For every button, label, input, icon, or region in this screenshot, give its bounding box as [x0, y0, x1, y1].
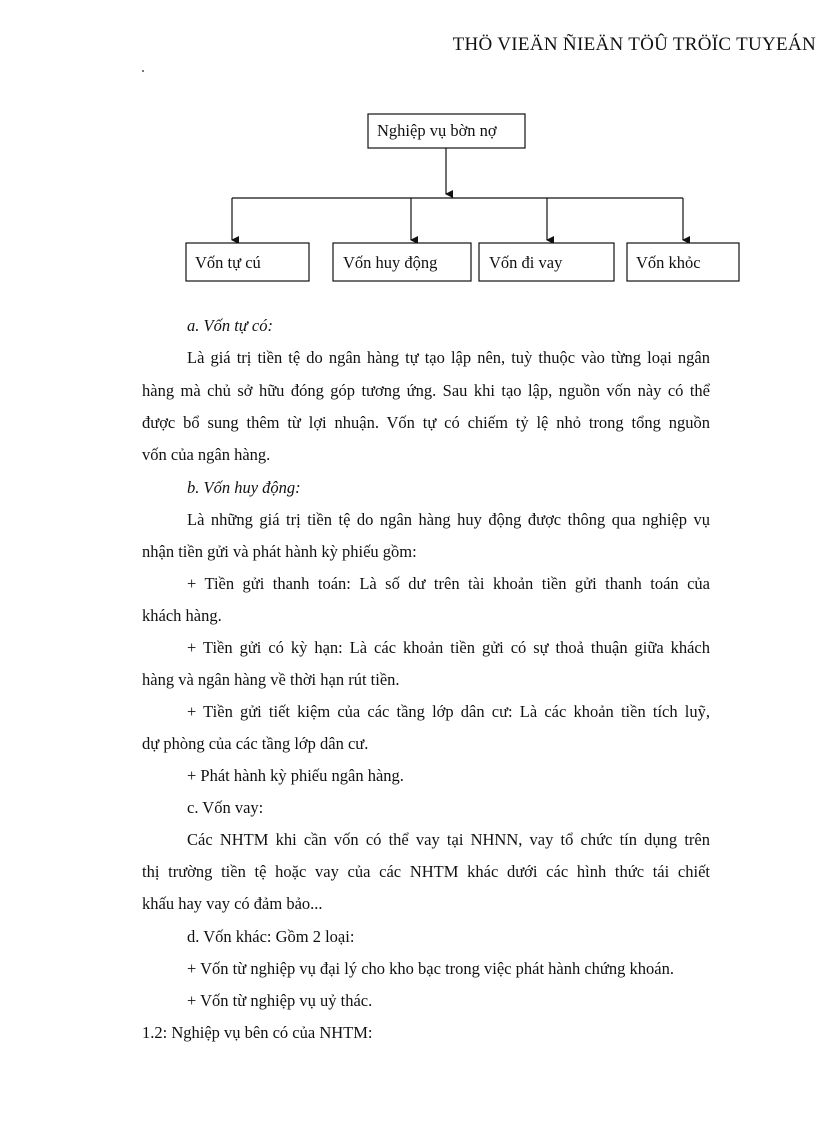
para-c-line-1: Các NHTM khi cần vốn có thể vay tại NHNN, vay tổ chức tín dụng trên — [187, 830, 710, 849]
item-b2-line-1: + Tiền gửi có kỳ hạn: Là các khoản tiền gửi có sự thoả thuận giữa khách — [187, 638, 710, 657]
item-d1: + Vốn từ nghiệp vụ đại lý cho kho bạc trong việc phát hành chứng khoán. — [187, 959, 674, 978]
para-a-line-4: vốn của ngân hàng. — [142, 445, 271, 464]
item-b1-line-1: + Tiền gửi thanh toán: Là số dư trên tài khoản tiền gửi thanh toán của — [187, 574, 710, 593]
page-header-title: THÖ VIEÄN ÑIEÄN TÖÛ TRÖÏC TUYEÁN — [452, 34, 816, 55]
heading-b: b. Vốn huy động: — [187, 478, 301, 497]
para-a-line-3: được bổ sung thêm từ lợi nhuận. Vốn tự có chiếm tỷ lệ nhỏ trong tổng nguồn — [142, 413, 710, 432]
item-b3-line-2: dự phòng của các tầng lớp dân cư. — [142, 734, 369, 753]
heading-c: c. Vốn vay: — [187, 798, 264, 817]
para-c-line-2: thị trường tiền tệ hoặc vay của các NHTM khác dưới các hình thức tái chiết — [142, 862, 710, 881]
para-a-line-1: Là giá trị tiền tệ do ngân hàng tự tạo lập nên, tuỳ thuộc vào từng loại ngân — [187, 348, 710, 367]
item-b3-line-1: + Tiền gửi tiết kiệm của các tầng lớp dân cư: Là các khoản tiền tích luỹ, — [187, 702, 710, 721]
diagram-child-label-3: Vốn đi vay — [489, 253, 563, 272]
diagram-child-label-1: Vốn tự cú — [195, 253, 261, 272]
heading-a: a. Vốn tự có: — [187, 316, 273, 335]
para-b-line-2: nhận tiền gửi và phát hành kỳ phiếu gồm: — [142, 542, 417, 561]
para-a-line-2: hàng mà chủ sở hữu đóng góp tương ứng. Sau khi tạo lập, nguồn vốn này có thể — [142, 381, 710, 400]
diagram-child-label-2: Vốn huy động — [343, 253, 438, 272]
heading-d: d. Vốn khác: Gồm 2 loại: — [187, 927, 355, 946]
item-d2: + Vốn từ nghiệp vụ uỷ thác. — [187, 991, 373, 1010]
para-c-line-3: khấu hay vay có đảm bảo... — [142, 894, 323, 913]
item-b2-line-2: hàng và ngân hàng về thời hạn rút tiền. — [142, 670, 400, 689]
diagram-child-label-4: Vốn khỏc — [636, 253, 701, 272]
section-heading-1-2: 1.2: Nghiệp vụ bên có của NHTM: — [142, 1023, 373, 1042]
para-b-line-1: Là những giá trị tiền tệ do ngân hàng huy động được thông qua nghiệp vụ — [187, 510, 710, 529]
item-b1-line-2: khách hàng. — [142, 606, 222, 625]
item-b4: + Phát hành kỳ phiếu ngân hàng. — [187, 766, 404, 785]
diagram-root-label: Nghiệp vụ bờn nợ — [377, 121, 497, 140]
